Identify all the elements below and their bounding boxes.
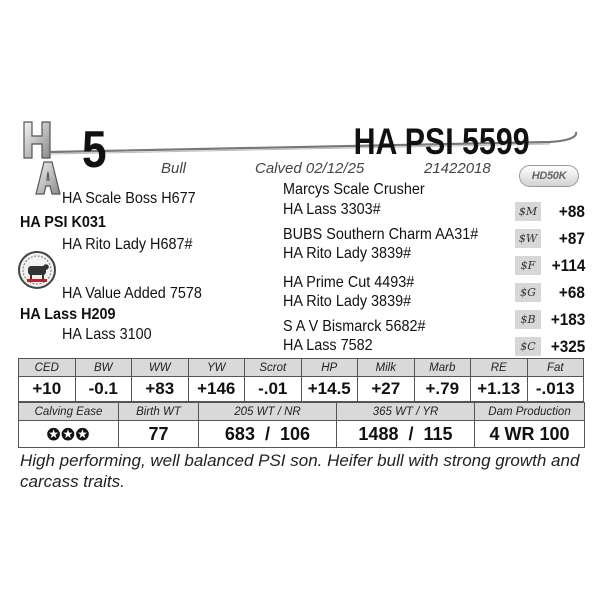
epd-header: YW	[188, 359, 245, 377]
perf-header-dam-production: Dam Production	[475, 403, 585, 421]
index-row-m	[515, 198, 585, 225]
hd50k-badge: HD50K	[519, 165, 579, 187]
description: High performing, well balanced PSI son. Heifer bull with strong growth and carcass traits.	[20, 451, 580, 491]
pedigree-sire-sire: HA Scale Boss H677	[62, 190, 196, 207]
index-label: $G	[515, 283, 541, 302]
pedigree-sire-dam: HA Rito Lady H687#	[62, 236, 193, 253]
performance-table	[18, 402, 585, 448]
separator: /	[264, 423, 270, 444]
perf-header-birth-wt: Birth WT	[119, 403, 199, 421]
index-value: +325	[550, 336, 585, 356]
index-value: +87	[559, 228, 585, 248]
performance-header-row	[19, 403, 585, 421]
epd-header: HP	[301, 359, 358, 377]
calved-date: Calved 02/12/25	[255, 160, 365, 177]
nr-value: 106	[280, 423, 311, 444]
epd-header: Scrot	[245, 359, 302, 377]
index-label: $W	[515, 229, 541, 248]
index-value: +88	[559, 201, 585, 221]
epd-header: Milk	[358, 359, 415, 377]
wt365-cell	[337, 421, 475, 448]
epd-value: +83	[132, 377, 189, 402]
pedigree-dam-sire: HA Value Added 7578	[62, 285, 202, 302]
breed-seal-icon	[17, 250, 57, 290]
yr-value: 115	[423, 423, 453, 444]
pedigree-dd-dam: HA Lass 7582	[283, 337, 373, 354]
index-value: +68	[559, 282, 585, 302]
dam-production-value: 4 WR 100	[475, 421, 585, 448]
calving-ease-stars	[19, 421, 119, 448]
index-label: $B	[515, 310, 541, 329]
pedigree-sire: HA PSI K031	[20, 214, 106, 231]
epd-value: -.013	[527, 377, 584, 402]
epd-header: Fat	[527, 359, 584, 377]
perf-header-205: 205 WT / NR	[199, 403, 337, 421]
pedigree-ss-dam: HA Lass 3303#	[283, 201, 381, 218]
epd-value: +27	[358, 377, 415, 402]
birth-wt-value: 77	[119, 421, 199, 448]
epd-header-row	[19, 359, 584, 377]
epd-header: RE	[471, 359, 528, 377]
index-label: $C	[515, 337, 541, 356]
pedigree-ss-sire: Marcys Scale Crusher	[283, 181, 425, 198]
wt205-value: 683	[224, 423, 255, 444]
epd-value-row	[19, 377, 584, 402]
index-value: +183	[550, 309, 585, 329]
pedigree-dam: HA Lass H209	[20, 306, 116, 323]
index-value: +114	[551, 255, 585, 275]
index-label: $M	[515, 202, 541, 221]
index-row-g	[515, 279, 585, 306]
pedigree-ds-dam: HA Rito Lady 3839#	[283, 293, 412, 310]
star-icons: ✪✪✪	[46, 426, 91, 444]
index-label: $F	[515, 256, 541, 275]
epd-value: +10	[19, 377, 76, 402]
epd-header: BW	[75, 359, 132, 377]
pedigree-sd-dam: HA Rito Lady 3839#	[283, 245, 412, 262]
epd-value: +14.5	[301, 377, 358, 402]
animal-name: HA PSI 5599	[354, 121, 530, 162]
index-row-w	[515, 225, 585, 252]
epd-value: -0.1	[75, 377, 132, 402]
sex-label: Bull	[161, 160, 187, 177]
pedigree-ds-sire: HA Prime Cut 4493#	[283, 274, 415, 291]
epd-value: -.01	[245, 377, 302, 402]
epd-header: Marb	[414, 359, 471, 377]
epd-value: +1.13	[471, 377, 528, 402]
epd-table	[18, 358, 584, 402]
epd-header: CED	[19, 359, 76, 377]
registration-number: 21422018	[424, 160, 491, 177]
index-row-b	[515, 306, 585, 333]
index-row-f	[515, 252, 585, 279]
lot-number: 5	[82, 121, 107, 179]
epd-value: +.79	[414, 377, 471, 402]
performance-value-row	[19, 421, 585, 448]
index-row-c	[515, 333, 585, 360]
epd-value: +146	[188, 377, 245, 402]
dollar-index-list	[515, 198, 585, 360]
separator: /	[408, 423, 414, 444]
perf-header-365: 365 WT / YR	[337, 403, 475, 421]
perf-header-calving-ease: Calving Ease	[19, 403, 119, 421]
pedigree-dd-sire: S A V Bismarck 5682#	[283, 318, 426, 335]
epd-header: WW	[132, 359, 189, 377]
pedigree-dam-dam: HA Lass 3100	[62, 326, 152, 343]
pedigree-sd-sire: BUBS Southern Charm AA31#	[283, 226, 479, 243]
wt365-value: 1488	[358, 423, 399, 444]
wt205-cell	[199, 421, 337, 448]
